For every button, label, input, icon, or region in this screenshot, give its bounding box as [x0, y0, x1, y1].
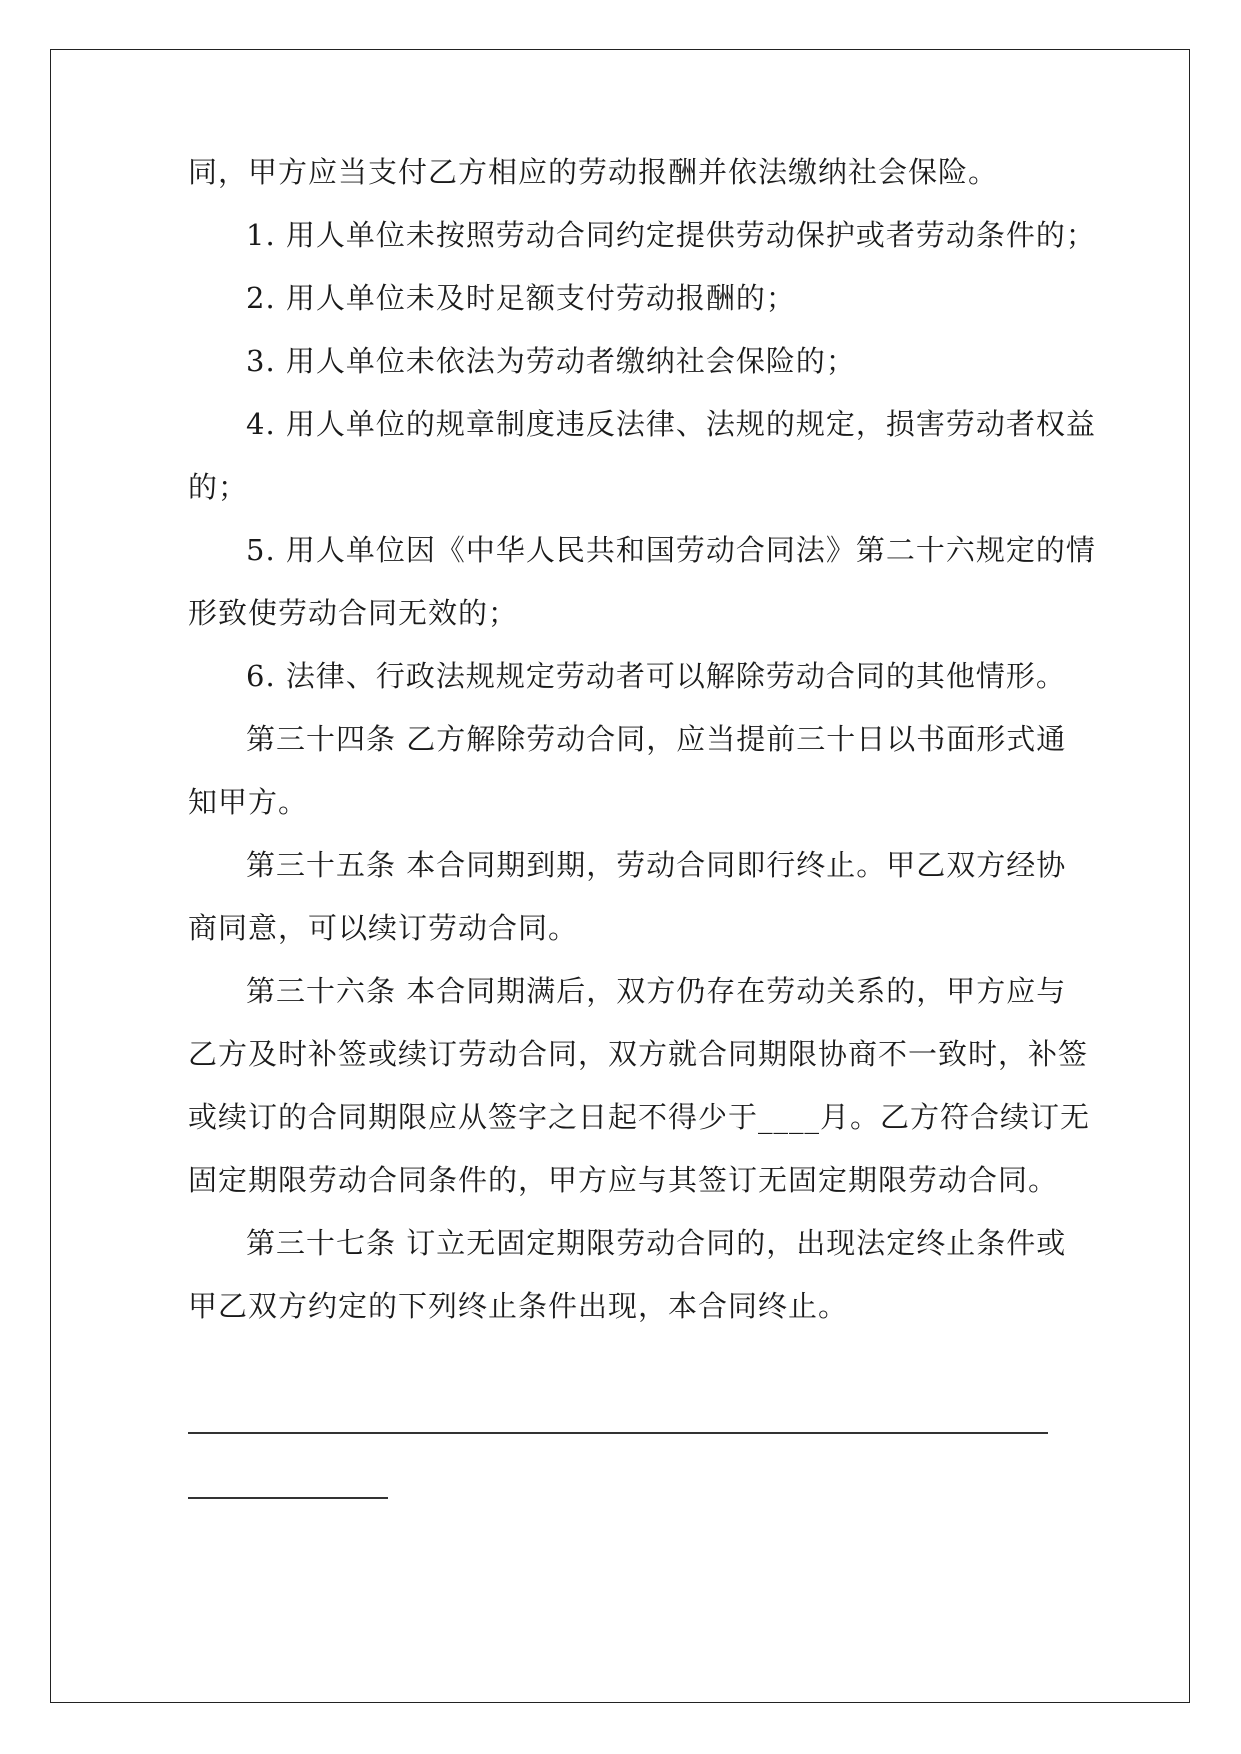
text-line-17: 固定期限劳动合同条件的，甲方应与其签订无固定期限劳动合同。: [188, 1163, 1059, 1197]
text-line-10: 第三十四条 乙方解除劳动合同，应当提前三十日以书面形式通: [246, 722, 1067, 756]
text-line-2: 1. 用人单位未按照劳动合同约定提供劳动保护或者劳动条件的；: [246, 218, 1096, 252]
text-line-19: 甲乙双方约定的下列终止条件出现，本合同终止。: [188, 1289, 849, 1323]
divider-line-short: [188, 1497, 388, 1499]
text-line-16: 或续订的合同期限应从签字之日起不得少于____月。乙方符合续订无: [188, 1100, 1091, 1134]
text-line-5: 4. 用人单位的规章制度违反法律、法规的规定，损害劳动者权益: [246, 407, 1096, 441]
text-line-14: 第三十六条 本合同期满后，双方仍存在劳动关系的，甲方应与: [246, 974, 1067, 1008]
divider-line-long: [188, 1432, 1048, 1434]
text-line-18: 第三十七条 订立无固定期限劳动合同的，出现法定终止条件或: [246, 1226, 1067, 1260]
text-line-4: 3. 用人单位未依法为劳动者缴纳社会保险的；: [246, 344, 856, 378]
text-line-13: 商同意，可以续订劳动合同。: [188, 911, 579, 945]
text-line-15: 乙方及时补签或续订劳动合同，双方就合同期限协商不一致时，补签: [188, 1037, 1089, 1071]
text-line-7: 5. 用人单位因《中华人民共和国劳动合同法》第二十六规定的情: [246, 533, 1096, 567]
text-line-12: 第三十五条 本合同期到期，劳动合同即行终止。甲乙双方经协: [246, 848, 1067, 882]
text-line-1: 同，甲方应当支付乙方相应的劳动报酬并依法缴纳社会保险。: [188, 155, 999, 189]
text-line-3: 2. 用人单位未及时足额支付劳动报酬的；: [246, 281, 796, 315]
text-line-9: 6. 法律、行政法规规定劳动者可以解除劳动合同的其他情形。: [246, 659, 1066, 693]
text-line-8: 形致使劳动合同无效的；: [188, 596, 519, 630]
text-line-11: 知甲方。: [188, 785, 309, 819]
text-line-6: 的；: [188, 470, 249, 504]
